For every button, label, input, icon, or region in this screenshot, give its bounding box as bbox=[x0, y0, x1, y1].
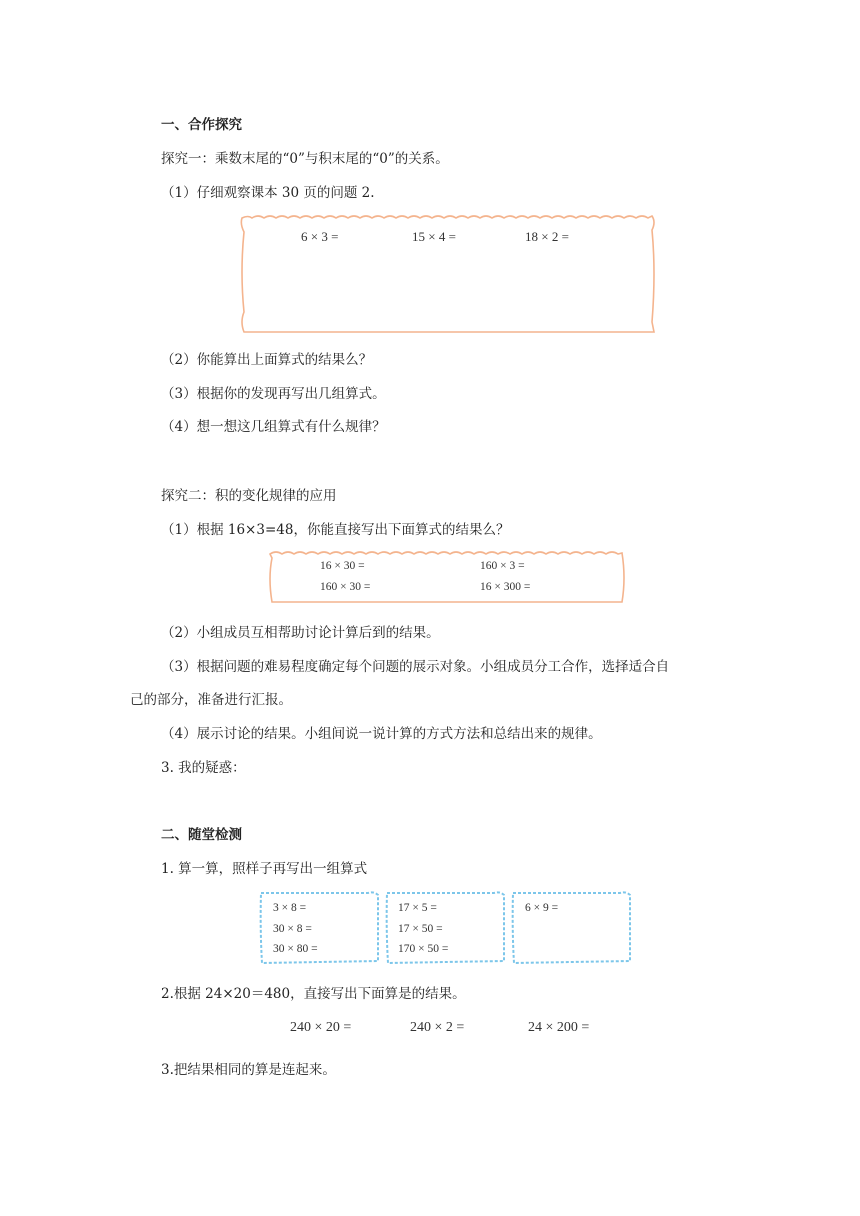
explore-one-step-2: （2）你能算出上面算式的结果么？ bbox=[161, 352, 373, 368]
explore-two-step-4: （4）展示讨论的结果。小组间说一说计算的方式方法和总结出来的规律。 bbox=[161, 726, 602, 742]
explore-one-step-4: （4）想一想这几组算式有什么规律？ bbox=[161, 419, 386, 435]
explore-one-step-1: （1）仔细观察课本 30 页的问题 2. bbox=[161, 185, 375, 201]
section-heading-cooperative-inquiry: 一、合作探究 bbox=[161, 117, 242, 133]
box2-expr-3: 160 × 30 = bbox=[320, 581, 371, 593]
box1-expr-2: 15 × 4 = bbox=[412, 229, 456, 244]
explore-two-step-3-line-1: （3）根据问题的难易程度确定每个问题的展示对象。小组成员分工合作，选择适合自 bbox=[161, 659, 670, 675]
card-2-expr-3: 170 × 50 = bbox=[398, 943, 449, 955]
box1-expr-3: 18 × 2 = bbox=[525, 229, 569, 244]
explore-one-title: 探究一：乘数末尾的“0”与积末尾的“0”的关系。 bbox=[161, 151, 449, 167]
card-2-expr-2: 17 × 50 = bbox=[398, 923, 443, 935]
card-1-expr-3: 30 × 80 = bbox=[273, 943, 318, 955]
box2-expr-1: 16 × 30 = bbox=[320, 560, 365, 572]
question-2-text: 2.根据 24×20＝480，直接写出下面算是的结果。 bbox=[161, 986, 466, 1002]
question-2-expr-1: 240 × 20 = bbox=[290, 1020, 352, 1035]
card-1-expr-2: 30 × 8 = bbox=[273, 923, 312, 935]
box2-expr-2: 160 × 3 = bbox=[480, 560, 525, 572]
explore-one-step-3: （3）根据你的发现再写出几组算式。 bbox=[161, 386, 386, 402]
explore-two-step-3-line-2: 己的部分，准备进行汇报。 bbox=[130, 692, 292, 708]
question-2-expr-2: 240 × 2 = bbox=[410, 1020, 465, 1035]
box2-expr-4: 16 × 300 = bbox=[480, 581, 531, 593]
card-3-expr-1: 6 × 9 = bbox=[525, 902, 559, 914]
card-2-expr-1: 17 × 5 = bbox=[398, 902, 437, 914]
card-3-frame bbox=[510, 889, 634, 967]
explore-two-title: 探究二：积的变化规律的应用 bbox=[161, 488, 337, 504]
explore-two-step-2: （2）小组成员互相帮助讨论计算后到的结果。 bbox=[161, 625, 440, 641]
question-2-expr-3: 24 × 200 = bbox=[528, 1020, 590, 1035]
box1-expr-1: 6 × 3 = bbox=[301, 229, 339, 244]
problem-box-frame-2 bbox=[266, 548, 628, 606]
card-1-expr-1: 3 × 8 = bbox=[273, 902, 307, 914]
question-3-text: 3.把结果相同的算是连起来。 bbox=[161, 1062, 336, 1078]
my-doubt-label: 3. 我的疑惑： bbox=[161, 760, 246, 776]
section-heading-in-class-test: 二、随堂检测 bbox=[161, 827, 242, 843]
question-1-text: 1. 算一算，照样子再写出一组算式 bbox=[161, 861, 368, 877]
explore-two-step-1: （1）根据 16×3=48，你能直接写出下面算式的结果么？ bbox=[161, 522, 510, 538]
